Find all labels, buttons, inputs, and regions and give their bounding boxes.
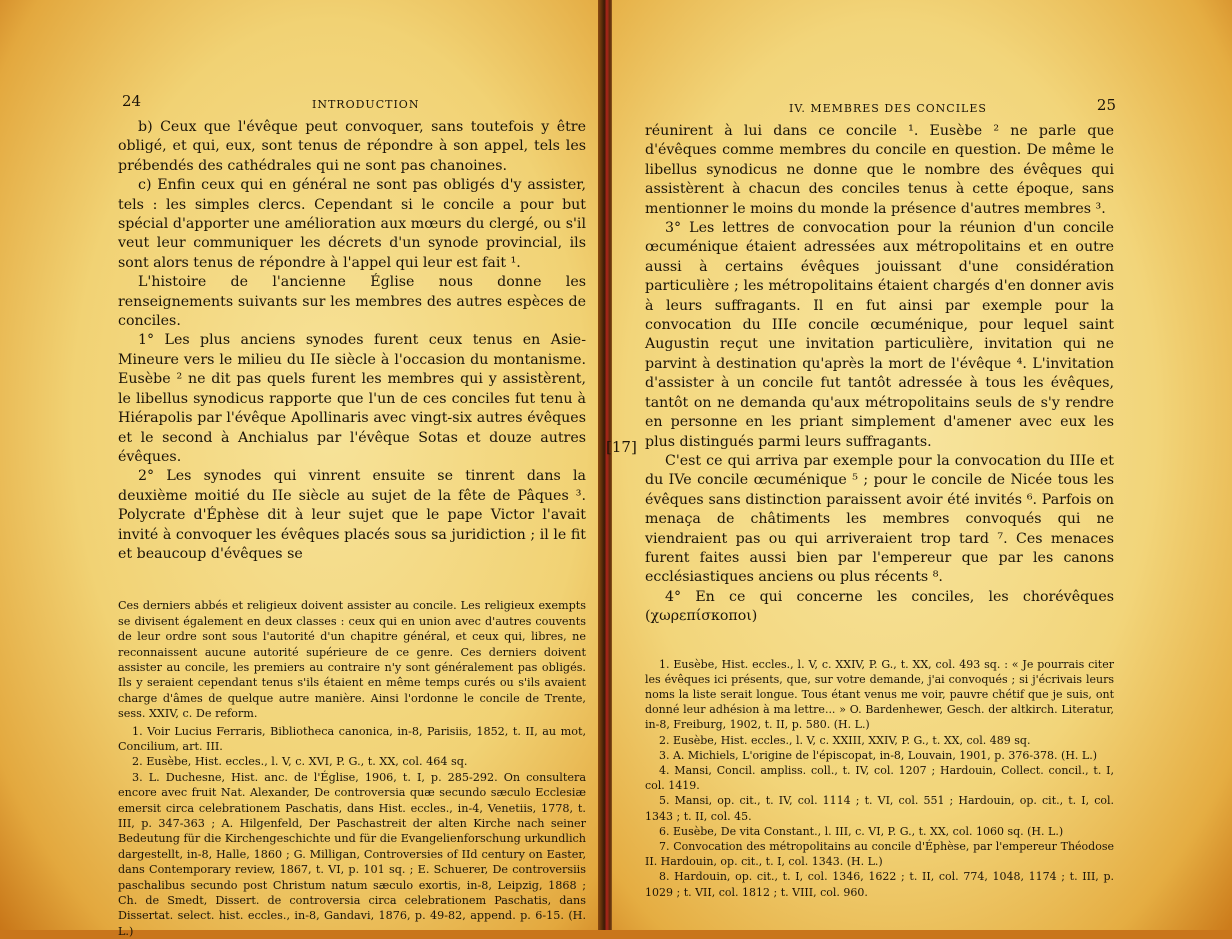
right-body-text: [645, 122, 1114, 627]
left-running-head: [118, 92, 586, 118]
right-paragraph-3: 3° Les lettres de convocation pour la réunion d'un concile œcuménique étaient adressées aux métropolitains et en outre aussi à certains évêques jouissant d'une considération particulière ; les métropolitains étaient chargés d'en donner avis à leurs suffragants. Il en fut ainsi par exemple pour la convocation du IIIe concile œcuménique, pour lequel saint Augustin reçut une invitation particulière, invitation qui ne parvint à destination qu'après la mort de l'évêque ⁴. L'invitation d'assister à un concile fut tantôt adressée à tous les évêques, tantôt on ne demanda qu'aux métropolitains seuls de s'y rendre en personne en les priant simplement d'amener avec eux les plus distingués parmi leurs suffragants.: [645, 220, 1114, 450]
right-page: [612, 0, 1232, 930]
right-footnote-6: 6. Eusèbe, De vita Constant., l. III, c. VI, P. G., t. XX, col. 1060 sq. (H. L.): [659, 824, 1064, 838]
margin-page-reference: [17]: [606, 438, 637, 456]
right-footnote-3: 3. A. Michiels, L'origine de l'épiscopat, in-8, Louvain, 1901, p. 376-378. (H. L.): [659, 748, 1098, 762]
right-footnote-8: 8. Hardouin, op. cit., t. I, col. 1346, 1622 ; t. II, col. 774, 1048, 1174 ; t. III, p. 1029 ; t. VII, col. 1812 ; t. VIII, col. 960.: [645, 870, 1114, 899]
right-running-title: IV. MEMBRES DES CONCILES: [789, 102, 987, 115]
right-footnote-7: 7. Convocation des métropolitains au concile d'Éphèse, par l'empereur Théodose II. Hardouin, op. cit., t. I, col. 1343. (H. L.): [645, 840, 1114, 869]
right-paragraph-convocation: C'est ce qui arriva par exemple pour la convocation du IIIe et du IVe concile œcuménique ⁵ ; pour le concile de Nicée tous les évêques sans distinction paraissent avoir été invités ⁶. Parfois on menaça de châtiments les membres convoqués qui ne viendraient pas ou qui arriveraient trop tard ⁷. Ces menaces furent faites aussi bien par l'empereur que par les canons ecclésiastiques anciens ou plus récents ⁸.: [645, 452, 1114, 586]
left-footnotes: [118, 598, 586, 939]
right-running-head: [645, 96, 1116, 122]
right-footnote-4: 4. Mansi, Concil. ampliss. coll., t. IV, col. 1207 ; Hardouin, Collect. concil., t. I, col. 1419.: [645, 763, 1114, 793]
left-paragraph-b: b) Ceux que l'évêque peut convoquer, sans toutefois y être obligé, et qui, eux, sont tenus de répondre à son appel, tels les prébendés des cathédrales qui ne sont pas chanoines.: [118, 119, 586, 174]
right-paragraph-4: 4° En ce qui concerne les conciles, les chorévêques (χωρεπίσκοποι): [645, 588, 1114, 625]
left-paragraph-c: c) Enfin ceux qui en général ne sont pas obligés d'y assister, tels : les simples clercs. Cependant si le concile a pour but spécial d'apporter une amélioration aux mœurs du clergé, ou s'il veut leur communiquer les décrets d'un synode provincial, ils sont alors tenus de répondre à l'appel qui leur est fait ¹.: [118, 177, 586, 271]
right-paragraph-continued: réunirent à lui dans ce concile ¹. Eusèbe ² ne parle que d'évêques comme membres du concile en question. De même le libellus synodicus ne donne que le nombre des évêques qui assistèrent à chacun des conciles tenus à cette époque, sans mentionner le moins du monde la présence d'autres membres ³.: [645, 123, 1114, 217]
right-footnotes: [645, 657, 1114, 900]
left-footnote-1: 1. Voir Lucius Ferraris, Bibliotheca canonica, in-8, Parisiis, 1852, t. II, au mot, Concilium, art. III.: [118, 724, 586, 753]
left-body-text: [118, 118, 586, 564]
left-page: [0, 0, 600, 938]
right-footnote-5: 5. Mansi, op. cit., t. IV, col. 1114 ; t. VI, col. 551 ; Hardouin, op. cit., t. I, col. 1343 ; t. II, col. 45.: [645, 794, 1114, 823]
left-running-title: INTRODUCTION: [312, 98, 420, 111]
footnote-continuation: Ces derniers abbés et religieux doivent assister au concile. Les religieux exempts se divisent également en deux classes : ceux qui en union avec d'autres couvents de leur ordre sont sous l'autorité d'un chapitre général, et ceux qui, libres, ne reconnaissent aucune autorité supérieure de ce genre. Ces derniers doivent assister au concile, les premiers au contraire n'y sont généralement pas obligés. Ils y seraient cependant tenus s'ils étaient en même temps curés ou s'ils avaient charge d'âmes de quelque autre manière. Ainsi l'ordonne le concile de Trente, sess. XXIV, c. De reform.: [118, 599, 586, 721]
right-footnote-2: 2. Eusèbe, Hist. eccles., l. V, c. XXIII, XXIV, P. G., t. XX, col. 489 sq.: [659, 733, 1031, 747]
left-page-number: 24: [122, 92, 142, 110]
right-footnote-1: 1. Eusèbe, Hist. eccles., l. V, c. XXIV, P. G., t. XX, col. 493 sq. : « Je pourrais citer les évêques ici présents, que, sur votre demande, j'ai convoqués ; si j'écrivais leurs noms la liste serait longue. Tous étant venus me voir, pauvre chétif que je suis, ont donné leur adhésion à ma lettre... » O. Bardenhewer, Gesch. der altkirch. Literatur, in-8, Freiburg, 1902, t. II, p. 580. (H. L.): [645, 657, 1114, 732]
left-paragraph-history: L'histoire de l'ancienne Église nous donne les renseignements suivants sur les membres des autres espèces de conciles.: [118, 274, 586, 330]
left-footnote-2: 2. Eusèbe, Hist. eccles., l. V, c. XVI, P. G., t. XX, col. 464 sq.: [132, 755, 468, 769]
left-footnote-3: 3. L. Duchesne, Hist. anc. de l'Église, 1906, t. I, p. 285-292. On consultera encore avec fruit Nat. Alexander, De controversia quæ secundo sæculo Ecclesiæ emersit circa celebrationem Paschatis, dans Hist. eccles., in-4, Venetiis, 1778, t. III, p. 347-363 ; A. Hilgenfeld, Der Paschastreit der alten Kirche nach seiner Bedeutung für die Kirchengeschichte und für die Evangelienforschung urkundlich dargestellt, in-8, Halle, 1860 ; G. Milligan, Controversies of IId century on Easter, dans Contemporary review, 1867, t. VI, p. 101 sq. ; E. Schuerer, De controversiis paschalibus secundo post Christum natum sæculo exortis, in-8, Leipzig, 1868 ; Ch. de Smedt, Dissert. de controversia circa celebrationem Paschatis, dans Dissertat. select. hist. eccles., in-8, Gandavi, 1876, p. 49-82, append. p. 6-15. (H. L.): [118, 770, 586, 938]
left-paragraph-2: 2° Les synodes qui vinrent ensuite se tinrent dans la deuxième moitié du IIe siècle au sujet de la fête de Pâques ³. Polycrate d'Éphèse dit à leur sujet que le pape Victor l'avait invité à convoquer les évêques placés sous sa juridiction ; il le fit et beaucoup d'évêques se: [118, 468, 586, 562]
right-page-number: 25: [1096, 96, 1116, 114]
left-paragraph-1: 1° Les plus anciens synodes furent ceux tenus en Asie-Mineure vers le milieu du IIe siècle à l'occasion du montanisme. Eusèbe ² ne dit pas quels furent les membres qui y assistèrent, le libellus synodicus rapporte que l'un de ces conciles fut tenu à Hiérapolis par l'évêque Apollinaris avec vingt-six autres évêques et le second à Anchialus par l'évêque Sotas et douze autres évêques.: [118, 332, 586, 465]
